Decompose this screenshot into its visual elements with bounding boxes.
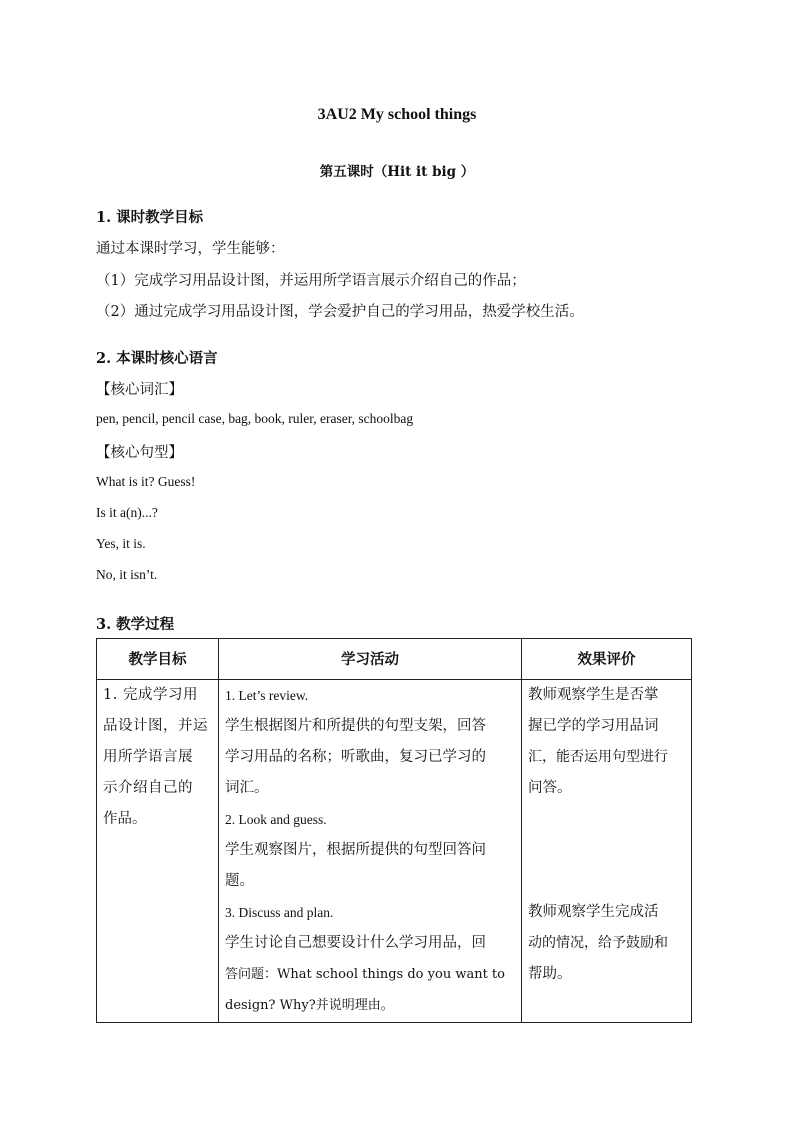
header-evaluation: 效果评价	[522, 639, 692, 680]
activity-line: 3. Discuss and plan.	[225, 905, 334, 920]
section2-heading: 2. 本课时核心语言	[96, 350, 218, 367]
section1-item-2: （2）通过完成学习用品设计图，学会爱护自己的学习用品，热爱学校生活。	[96, 304, 584, 320]
section1-intro: 通过本课时学习，学生能够：	[96, 241, 285, 257]
goal-line: 示介绍自己的	[103, 780, 193, 796]
evaluation-line: 教师观察学生是否掌	[528, 687, 659, 703]
header-activity: 学习活动	[219, 639, 522, 680]
goal-line: 用所学语言展	[103, 749, 193, 765]
pattern-4: No, it isn’t.	[96, 567, 158, 582]
activity-cell	[219, 680, 522, 1023]
evaluation-spacer	[528, 835, 685, 866]
activity-line: 2. Look and guess.	[225, 812, 327, 827]
activity-line: 答问题：What school things do you want to	[225, 967, 505, 982]
evaluation-line: 汇，能否运用句型进行	[528, 749, 668, 765]
pattern-2: Is it a(n)...?	[96, 505, 158, 520]
evaluation-spacer	[528, 866, 685, 897]
teaching-process-table	[96, 638, 692, 1023]
evaluation-cell	[522, 680, 692, 1023]
goal-line: 1. 完成学习用	[103, 687, 198, 703]
pattern-heading: 【核心句型】	[96, 445, 183, 461]
pattern-1: What is it? Guess!	[96, 474, 196, 489]
section3-heading: 3. 教学过程	[96, 616, 175, 633]
goal-line: 品设计图，并运	[103, 718, 208, 734]
activity-line: design? Why?并说明理由。	[225, 998, 394, 1013]
table-row	[97, 680, 692, 1023]
evaluation-line: 帮助。	[528, 966, 572, 982]
goal-cell	[97, 680, 219, 1023]
activity-line: 1. Let’s review.	[225, 688, 309, 703]
table-header-row	[97, 639, 692, 680]
page-subtitle: 第五课时（Hit it big ）	[319, 164, 475, 180]
evaluation-spacer	[528, 804, 685, 835]
section1-item-1: （1）完成学习用品设计图，并运用所学语言展示介绍自己的作品；	[96, 273, 526, 289]
header-goal: 教学目标	[97, 639, 219, 680]
evaluation-line: 教师观察学生完成活	[528, 904, 659, 920]
evaluation-line: 问答。	[528, 780, 572, 796]
activity-line: 词汇。	[225, 780, 269, 796]
evaluation-line: 握已学的学习用品词	[528, 718, 659, 734]
goal-line: 作品。	[103, 811, 147, 827]
pattern-3: Yes, it is.	[96, 536, 146, 551]
activity-line: 题。	[225, 873, 254, 889]
activity-line: 学生观察图片，根据所提供的句型回答问	[225, 842, 486, 858]
activity-line: 学生根据图片和所提供的句型支架，回答	[225, 718, 486, 734]
evaluation-line: 动的情况，给予鼓励和	[528, 935, 668, 951]
activity-line: 学习用品的名称；听歌曲，复习已学习的	[225, 749, 486, 765]
vocab-heading: 【核心词汇】	[96, 382, 183, 398]
section1-heading: 1. 课时教学目标	[96, 209, 204, 226]
vocab-list: pen, pencil, pencil case, bag, book, ruler, eraser, schoolbag	[96, 411, 414, 426]
activity-line: 学生讨论自己想要设计什么学习用品，回	[225, 935, 486, 951]
page-title: 3AU2 My school things	[317, 106, 477, 123]
